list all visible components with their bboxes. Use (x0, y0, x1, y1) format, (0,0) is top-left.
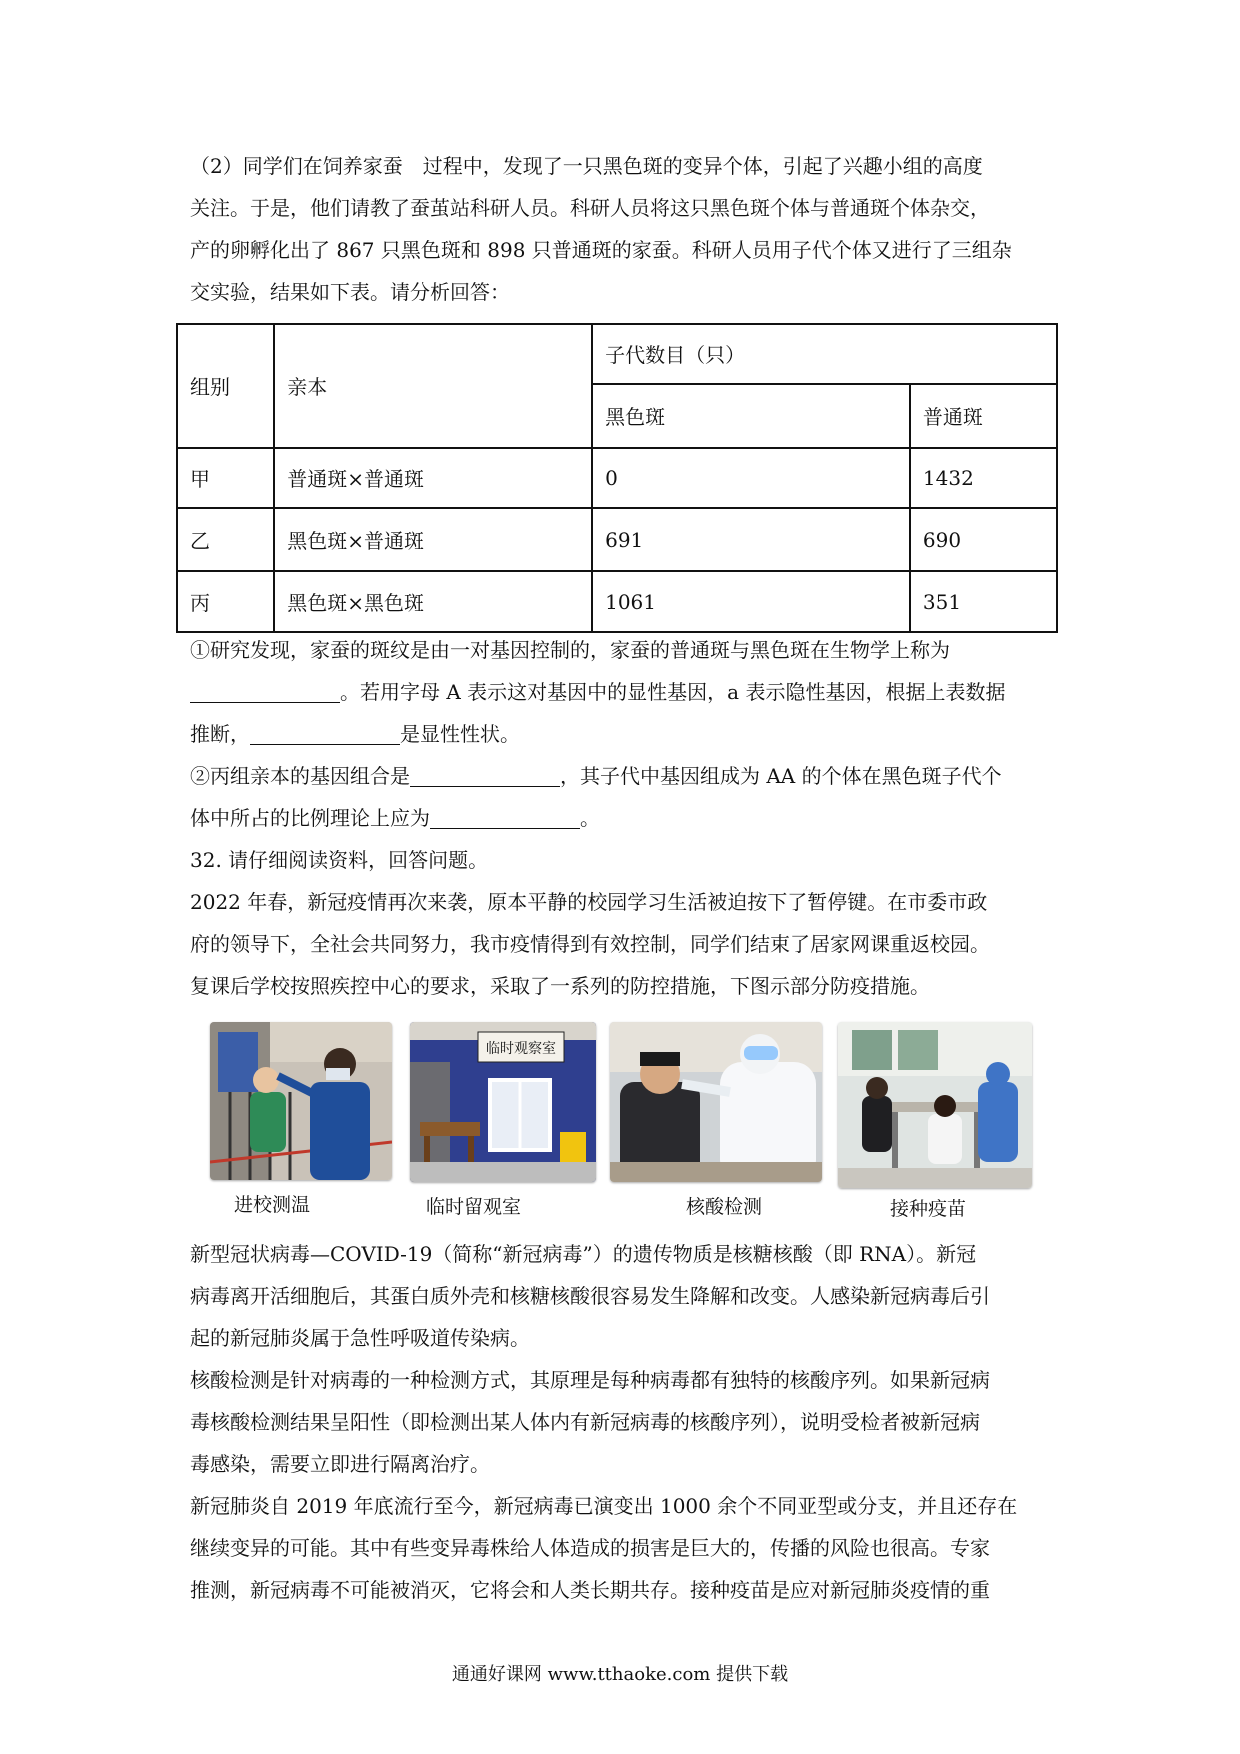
header-black-spot: 黑色斑 (592, 384, 910, 448)
cell-black: 1061 (592, 571, 910, 632)
table-row (177, 448, 1057, 509)
text-line: 2022 年春，新冠疫情再次来袭，原本平静的校园学习生活被迫按下了暂停键。在市委市政 (190, 890, 988, 914)
header-offspring: 子代数目（只） (592, 324, 1057, 384)
text-line: （2）同学们在饲养家蚕 过程中，发现了一只黑色斑的变异个体，引起了兴趣小组的高度 (190, 154, 983, 178)
figure-temperature-check (210, 1022, 392, 1222)
question-2-text: 体中所占的比例理论上应为 (190, 806, 430, 830)
answer-blank[interactable] (430, 804, 580, 829)
question-32-title: 32. 请仔细阅读资料，回答问题。 (190, 848, 489, 872)
cell-group: 甲 (177, 448, 274, 509)
cell-normal: 690 (910, 508, 1057, 571)
figure-caption: 进校测温 (234, 1194, 311, 1216)
text-line: 新冠肺炎自 2019 年底流行至今，新冠病毒已演变出 1000 余个不同亚型或分支，并且还存在 (190, 1494, 1018, 1518)
cell-black: 691 (592, 508, 910, 571)
text-line: 病毒离开活细胞后，其蛋白质外壳和核糖核酸很容易发生降解和改变。人感染新冠病毒后引 (190, 1284, 990, 1308)
text-line: 毒核酸检测结果呈阳性（即检测出某人体内有新冠病毒的核酸序列），说明受检者被新冠病 (190, 1410, 980, 1434)
question-1-line: ①研究发现，家蚕的斑纹是由一对基因控制的，家蚕的普通斑与黑色斑在生物学上称为 (190, 638, 950, 662)
question-1-line (190, 713, 1060, 755)
intro-paragraph (190, 145, 1060, 313)
questions-block (190, 629, 1060, 1007)
text-line: 继续变异的可能。其中有些变异毒株给人体造成的损害是巨大的，传播的风险也很高。专家 (190, 1536, 990, 1560)
text-line: 起的新冠肺炎属于急性呼吸道传染病。 (190, 1326, 530, 1350)
cell-black: 0 (592, 448, 910, 509)
answer-blank[interactable] (250, 720, 400, 745)
header-normal-spot: 普通斑 (910, 384, 1057, 448)
figure-caption: 临时留观室 (426, 1196, 522, 1218)
question-1-text: 是显性性状。 (400, 722, 520, 746)
question-1-line (190, 671, 1060, 713)
sign-text: 临时观察室 (486, 1041, 556, 1057)
temperature-check-photo-icon (210, 1022, 392, 1180)
text-line: 推测，新冠病毒不可能被消灭，它将会和人类长期共存。接种疫苗是应对新冠肺炎疫情的重 (190, 1578, 990, 1602)
figure-observation-room (410, 1022, 596, 1227)
cell-group: 乙 (177, 508, 274, 571)
nucleic-acid-test-photo-icon (610, 1022, 822, 1182)
page-footer: 通通好课网 www.tthaoke.com 提供下载 (451, 1664, 789, 1685)
table-row (177, 508, 1057, 571)
answer-blank[interactable] (410, 762, 560, 787)
question-1-text: 。若用字母 A 表示这对基因中的显性基因，a 表示隐性基因，根据上表数据 (340, 680, 1006, 704)
question-2-text: ②丙组亲本的基因组合是 (190, 764, 410, 788)
cell-normal: 351 (910, 571, 1057, 632)
cell-parents: 黑色斑×黑色斑 (274, 571, 592, 632)
cell-group: 丙 (177, 571, 274, 632)
figure-caption: 核酸检测 (686, 1196, 763, 1218)
text-line: 府的领导下，全社会共同努力，我市疫情得到有效控制，同学们结束了居家网课重返校园。 (190, 932, 990, 956)
question-2-text: ，其子代中基因组成为 AA 的个体在黑色斑子代个 (560, 764, 1002, 788)
observation-room-photo-icon (410, 1022, 596, 1182)
text-line: 交实验，结果如下表。请分析回答： (190, 280, 510, 304)
passage-block (190, 1233, 1060, 1611)
answer-blank[interactable] (190, 678, 340, 703)
text-line: 产的卵孵化出了 867 只黑色斑和 898 只普通斑的家蚕。科研人员用子代个体又进行了三组杂 (190, 238, 1012, 262)
question-1-text: 推断， (190, 722, 250, 746)
table-header-row (177, 324, 1057, 384)
cross-results-table (176, 323, 1058, 633)
prevention-measures-figures (210, 1022, 1060, 1227)
table-row (177, 571, 1057, 632)
figure-nucleic-acid-test (610, 1022, 822, 1227)
question-2-text: 。 (580, 806, 600, 830)
figure-caption: 接种疫苗 (890, 1198, 967, 1220)
vaccination-photo-icon (838, 1022, 1032, 1188)
cell-normal: 1432 (910, 448, 1057, 509)
cell-parents: 黑色斑×普通斑 (274, 508, 592, 571)
figure-vaccination (838, 1022, 1032, 1227)
text-line: 复课后学校按照疾控中心的要求，采取了一系列的防控措施，下图示部分防疫措施。 (190, 974, 930, 998)
text-line: 毒感染，需要立即进行隔离治疗。 (190, 1452, 490, 1476)
header-group: 组别 (177, 324, 274, 448)
text-line: 关注。于是，他们请教了蚕茧站科研人员。科研人员将这只黑色斑个体与普通斑个体杂交， (190, 196, 990, 220)
header-parents: 亲本 (274, 324, 592, 448)
cell-parents: 普通斑×普通斑 (274, 448, 592, 509)
question-2-line (190, 755, 1060, 797)
question-2-line (190, 797, 1060, 839)
text-line: 新型冠状病毒—COVID-19（简称“新冠病毒”）的遗传物质是核糖核酸（即 RNA）。新冠 (190, 1242, 977, 1266)
text-line: 核酸检测是针对病毒的一种检测方式，其原理是每种病毒都有独特的核酸序列。如果新冠病 (190, 1368, 990, 1392)
